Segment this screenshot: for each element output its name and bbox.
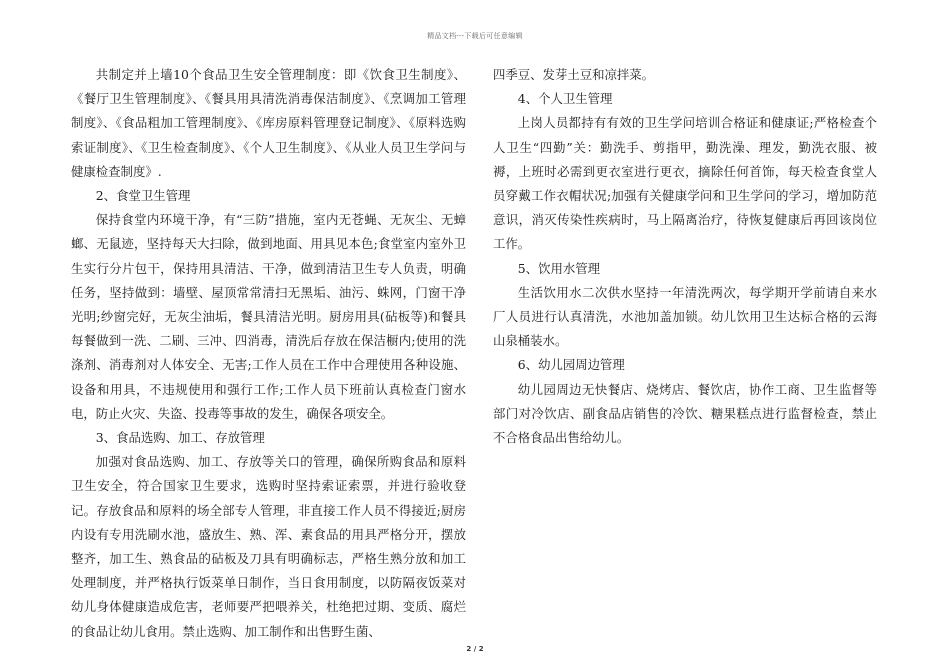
page-header: 精品文档---下载后可任意编辑 xyxy=(427,32,523,40)
paragraph-surroundings: 幼儿园周边无快餐店、烧烤店、餐饮店，协作工商、卫生监督等部门对冷饮店、副食品店销售的冷饮、糖果糕点进行监督检查，禁止不合格食品出售给幼儿。 xyxy=(493,381,877,446)
section-heading-surroundings: 6、幼儿园周边管理 xyxy=(517,357,625,373)
section-heading-drinking-water: 5、饮用水管理 xyxy=(517,260,601,276)
section-heading-personal-hygiene: 4、个人卫生管理 xyxy=(517,91,613,107)
paragraph-drinking-water: 生活饮用水二次供水坚持一年清洗两次，每学期开学前请自来水厂人员进行认真清洗，水池加盖加锁。幼儿饮用卫生达标合格的云海山泉桶装水。 xyxy=(493,284,877,349)
paragraph-food-handling-continued: 四季豆、发芽土豆和凉拌菜。 xyxy=(493,67,655,82)
section-heading-food-handling: 3、食品选购、加工、存放管理 xyxy=(95,430,265,446)
section-heading-canteen-hygiene: 2、食堂卫生管理 xyxy=(95,188,191,204)
paragraph-food-handling: 加强对食品选购、加工、存放等关口的管理，确保所购食品和原料卫生安全，符合国家卫生要求，选购时坚持索证索票，并进行验收登记。存放食品和原料的场全部专人管理，非直接工作人员不得接近;厨房内设有专用洗刷水池，盛放生、熟、浑、素食品的用具严格分开，摆放整齐，加工生、熟食品的砧板及刀具有明确标志，严格生熟分放和加工处理制度，并严格执行饭菜单日制作，当日食用制度，以防隔夜饭菜对幼儿身体健康造成危害，老师要严把喂养关，杜绝把过期、变质、腐烂的食品让幼儿食用。禁止选购、加工制作和出售野生菌、 xyxy=(71,454,466,639)
paragraph-personal-hygiene: 上岗人员都持有有效的卫生学问培训合格证和健康证;严格检查个人卫生“四勤”关：勤洗手、剪指甲，勤洗澡、理发，勤洗衣服、被褥，上班时必需到更衣室进行更衣，摘除任何首饰，每天检查食堂人员穿戴工作衣帽状况;加强有关健康学问和卫生学问的学习，增加防范意识，消灭传染性疾病时，马上隔离治疗，待恢复健康后再回该岗位工作。 xyxy=(493,115,877,252)
right-column xyxy=(493,63,877,450)
page-number: 2 / 2 xyxy=(466,645,484,653)
paragraph-regulations: 共制定并上墙10个食品卫生安全管理制度：即《饮食卫生制度》、《餐厅卫生管理制度》、《餐具用具清洗消毒保洁制度》、《烹调加工管理制度》、《食品粗加工管理制度》、《库房原料管理登记制度》、《原料选购索证制度》、《卫生检查制度》、《个人卫生制度》、《从业人员卫生学问与健康检查制度》. xyxy=(71,67,466,179)
left-column xyxy=(71,63,466,644)
paragraph-canteen-hygiene: 保持食堂内环境干净，有“三防”措施，室内无苍蝇、无灰尘、无蟑螂、无鼠迹，坚持每天大扫除，做到地面、用具见本色;食堂室内室外卫生实行分片包干，保持用具清洁、干净，做到清洁卫生专人负责，明确任务，坚持做到：墙壁、屋顶常常清扫无黑垢、油污、蛛网，门窗干净光明;纱窗完好，无灰尘油垢，餐具清洁光明。厨房用具(砧板等)和餐具每餐做到一洗、二刷、三冲、四消毒，清洗后存放在保洁橱内;使用的洗涤剂、消毒剂对人体安全、无害;工作人员在工作中合理使用各种设施、设备和用具，不违规使用和强行工作;工作人员下班前认真检查门窗水电，防止火灾、失盗、投毒等事故的发生，确保各项安全。 xyxy=(71,212,466,421)
